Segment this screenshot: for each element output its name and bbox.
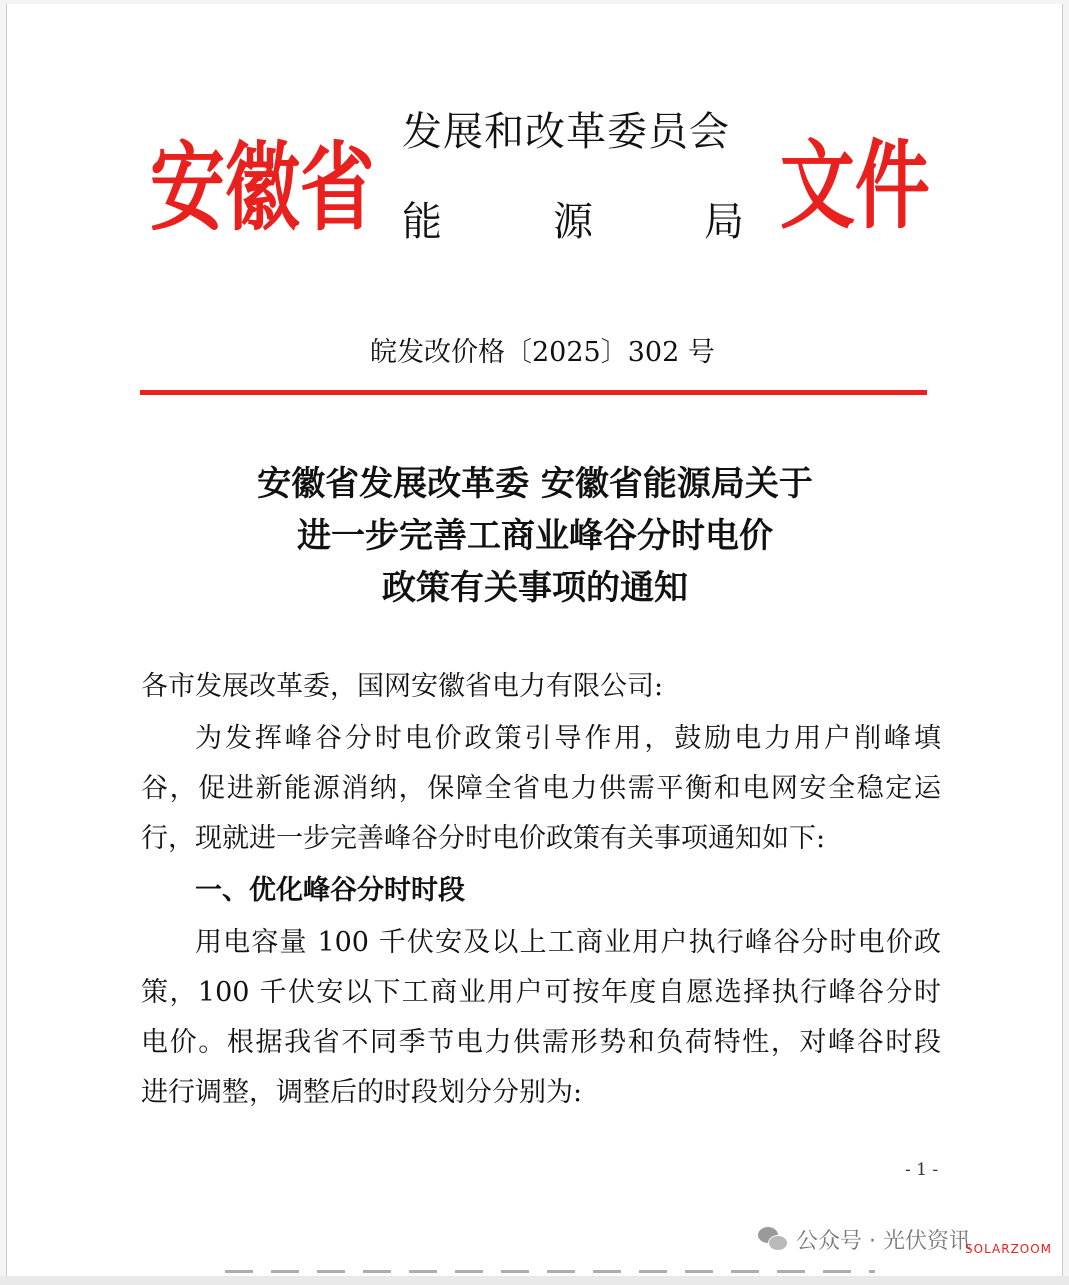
addressee: 各市发展改革委，国网安徽省电力有限公司:: [141, 671, 664, 702]
paragraph-line: 谷，促进新能源消纳，保障全省电力供需平衡和电网安全稳定运: [141, 773, 941, 804]
header-org-line2: [402, 190, 744, 247]
document-title-line3: 政策有关事项的通知: [382, 568, 688, 608]
paragraph-line: 电价。根据我省不同季节电力供需形势和负荷特性，对峰谷时段: [141, 1027, 941, 1058]
wechat-watermark: [758, 1224, 971, 1255]
wechat-icon: [758, 1227, 788, 1253]
brand-logo-text: SOLARZOOM: [965, 1242, 1053, 1256]
header-province-red: 安徽省: [150, 131, 375, 244]
section-heading: 一、优化峰谷分时时段: [195, 875, 465, 906]
header-org-line1: 发展和改革委员会: [402, 109, 730, 155]
document-title-line1: 安徽省发展改革委 安徽省能源局关于: [257, 464, 813, 504]
paragraph-line: 进行调整，调整后的时段划分分别为:: [141, 1077, 583, 1108]
page-bottom-edge: [0, 1276, 1069, 1285]
next-page-bleed: [225, 1270, 875, 1273]
document-number: 皖发改价格〔2025〕302 号: [370, 337, 715, 368]
watermark-text: 公众号 · 光伏资讯: [796, 1229, 971, 1254]
red-divider: [140, 390, 927, 395]
paragraph-line: 为发挥峰谷分时电价政策引导作用，鼓励电力用户削峰填: [195, 723, 941, 754]
document-title-line2: 进一步完善工商业峰谷分时电价: [297, 516, 773, 556]
paragraph-line: 策，100 千伏安以下工商业用户可按年度自愿选择执行峰谷分时: [141, 977, 941, 1008]
paragraph-line: 行，现就进一步完善峰谷分时电价政策有关事项通知如下:: [141, 823, 826, 854]
org-line2-char: 能: [402, 199, 442, 245]
paragraph-line: 用电容量 100 千伏安及以上工商业用户执行峰谷分时电价政: [195, 927, 941, 958]
page-number: - 1 -: [905, 1160, 939, 1180]
header-document-red: 文件: [780, 129, 930, 242]
org-line2-char: 源: [553, 199, 593, 245]
org-line2-char: 局: [704, 199, 744, 245]
